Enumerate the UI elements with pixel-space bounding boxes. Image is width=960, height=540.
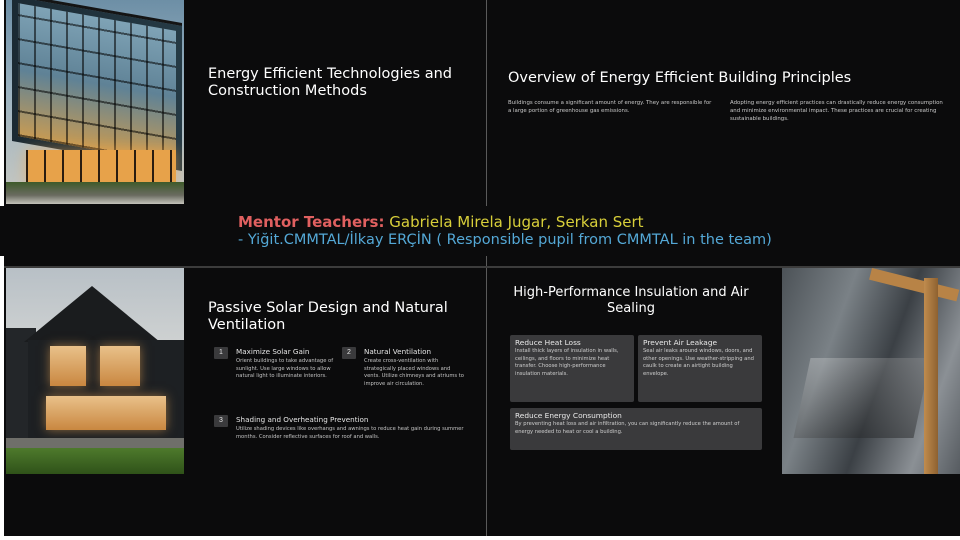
item-heading: Shading and Overheating Prevention xyxy=(236,415,369,424)
item-heading: Maximize Solar Gain xyxy=(236,347,310,356)
pupil-credit: - Yiğit.CMMTAL/İlkay ERÇİN ( Responsible pupil from CMMTAL in the team) xyxy=(238,232,772,248)
mentor-label: Mentor Teachers: xyxy=(238,213,385,231)
card-heading: Prevent Air Leakage xyxy=(643,338,718,347)
horizontal-divider xyxy=(4,266,960,268)
cover-title: Energy Efficient Technologies and Construction Methods xyxy=(208,66,452,100)
card-reduce-heat-loss xyxy=(510,335,634,402)
overview-paragraph-left: Buildings consume a significant amount of energy. They are responsible for a large portion of greenhouse gas emissions. xyxy=(508,100,712,114)
item-description: Create cross-ventilation with strategically placed windows and vents. Utilize chimneys and atriums to improve air circulation. xyxy=(364,358,464,387)
card-heading: Reduce Energy Consumption xyxy=(515,411,622,420)
item-description: Orient buildings to take advantage of sunlight. Use large windows to allow natural light to illuminate interiors. xyxy=(236,358,334,380)
mentor-names: Gabriela Mirela Jugar, Serkan Sert xyxy=(384,213,644,231)
overview-paragraph-right: Adopting energy efficient practices can drastically reduce energy consumption and minimize environmental impact. These practices are crucial for creating sustainable buildings. xyxy=(730,100,943,122)
modern-house-image xyxy=(6,268,184,474)
slide-grid xyxy=(4,0,960,536)
step-number: 1 xyxy=(214,347,228,359)
card-reduce-energy-consumption xyxy=(510,408,762,450)
card-description: Seal air leaks around windows, doors, and other openings. Use weather-stripping and caulk to create an airtight building envelope. xyxy=(643,348,754,377)
glass-building-image xyxy=(6,0,184,204)
card-heading: Reduce Heat Loss xyxy=(515,338,581,347)
card-prevent-air-leakage xyxy=(638,335,762,402)
insulation-title: High-Performance Insulation and Air Sealing xyxy=(513,285,749,316)
card-description: By preventing heat loss and air infiltration, you can significantly reduce the amount of energy needed to heat or cool a building. xyxy=(515,421,740,435)
step-number: 2 xyxy=(342,347,356,359)
item-description: Utilize shading devices like overhangs and awnings to reduce heat gain during summer months. Consider reflective surfaces for roof and walls. xyxy=(236,426,464,440)
mentor-credit xyxy=(238,213,644,231)
item-heading: Natural Ventilation xyxy=(364,347,432,356)
insulation-wrap-image xyxy=(782,268,960,474)
vertical-divider xyxy=(486,0,487,536)
overview-title: Overview of Energy Efficient Building Principles xyxy=(508,70,852,86)
step-number: 3 xyxy=(214,415,228,427)
passive-title: Passive Solar Design and Natural Ventilation xyxy=(208,300,448,334)
card-description: Install thick layers of insulation in walls, ceilings, and floors to minimize heat transfer. Choose high-performance insulation materials. xyxy=(515,348,619,377)
